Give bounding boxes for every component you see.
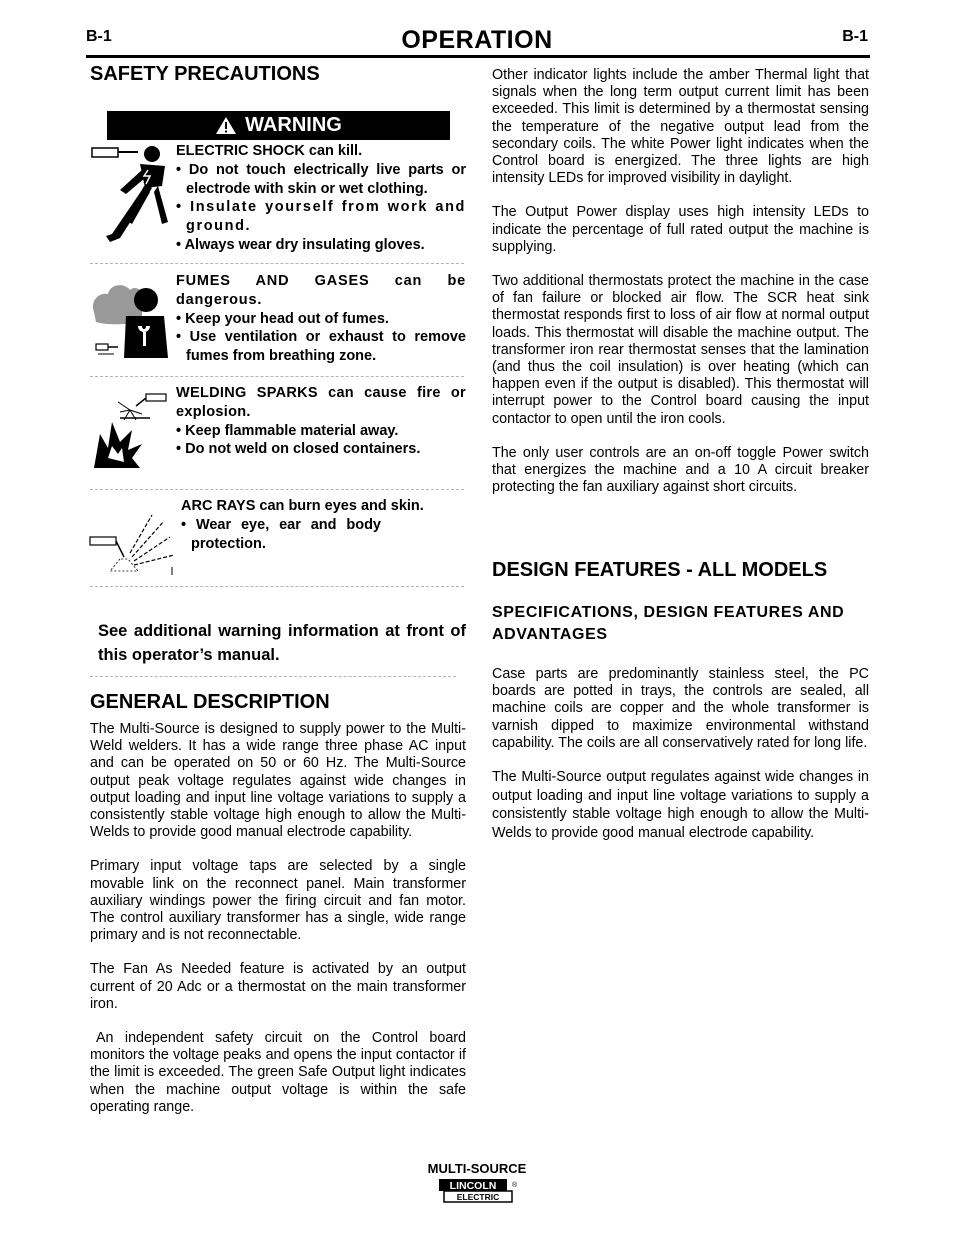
body-paragraph: Two additional thermostats protect the machine in the case of fan failure or blocked air flow. The SCR heat sink thermostat responds first to loss of air flow at normal output loads. This thermostat will disable the machine output. The transformer iron rear thermostat senses that the lamination (and thus the coil insulation) is over heating (which can happen even if the output is disabled). This thermostat will interrupt power to the Control board causing the input contactor to open until the iron cools. bbox=[492, 273, 869, 427]
hazard-heading: FUMES AND GASES can be dangerous. bbox=[176, 273, 466, 308]
general-description-section bbox=[90, 690, 466, 1116]
divider bbox=[90, 676, 456, 677]
body-paragraph: An independent safety circuit on the Control board monitors the voltage peaks and opens the input contactor if the limit is exceeded. The green Safe Output light indicates when the machine output voltage is within the safe operating range. bbox=[90, 1030, 466, 1115]
page-footer bbox=[0, 1161, 954, 1209]
hazard-bullet: • Keep your head out of fumes. bbox=[176, 310, 389, 327]
body-paragraph: The Output Power display uses high intensity LEDs to indicate the percentage of full rated output the machine is supplying. bbox=[492, 204, 869, 255]
warning-banner bbox=[107, 111, 450, 140]
divider bbox=[90, 586, 464, 587]
right-column bbox=[492, 67, 869, 496]
general-description-heading: GENERAL DESCRIPTION bbox=[90, 691, 330, 713]
hazard-bullet: • Do not touch electrically live parts or electrode with skin or wet clothing. bbox=[176, 161, 466, 197]
body-paragraph: Case parts are predominantly stainless steel, the PC boards are potted in trays, the controls are sealed, all machine coils are copper and the whole transformer is varnish dipped to maximize environmental withstand capability. The coils are all conservatively rated for long life. bbox=[492, 666, 869, 751]
hazard-heading: ARC RAYS can burn eyes and skin. bbox=[181, 498, 424, 514]
arc-rays-icon bbox=[90, 497, 176, 577]
warning-triangle-icon bbox=[215, 116, 237, 135]
registered-mark: ® bbox=[512, 1182, 518, 1189]
body-paragraph: The Multi-Source output regulates against wide changes in output loading and input line voltage variations to supply a consistently stable voltage high enough to allow the Multi-Welds to provide good manual electrode capability. bbox=[492, 769, 869, 841]
model-name: MULTI-SOURCE bbox=[427, 1161, 527, 1176]
body-paragraph: The only user controls are an on-off toggle Power switch that energizes the machine and a 10 A circuit breaker protecting the fan auxiliary against short circuits. bbox=[492, 444, 869, 496]
body-paragraph: The Multi-Source is designed to supply power to the Multi-Weld welders. It has a wide range three phase AC input and can be operated on 50 or 60 Hz. The Multi-Source output peak voltage regulates against wide changes in output loading and input line voltage variations to supply a consistently stable voltage high enough to allow the Multi-Welds to provide good manual electrode capability. bbox=[90, 721, 466, 841]
hazard-heading: WELDING SPARKS can cause fire or explosion. bbox=[176, 385, 466, 420]
divider bbox=[90, 376, 464, 377]
specifications-subheading: SPECIFICATIONS, DESIGN FEATURES AND ADVANTAGES bbox=[492, 604, 845, 643]
divider bbox=[90, 263, 464, 264]
page-title: OPERATION bbox=[401, 26, 553, 54]
lincoln-electric-logo bbox=[438, 1178, 516, 1204]
logo-bottom-text: ELECTRIC bbox=[456, 1192, 500, 1202]
design-features-heading: DESIGN FEATURES - ALL MODELS bbox=[492, 559, 828, 581]
header-rule bbox=[86, 55, 870, 58]
section-code-right: B-1 bbox=[842, 28, 868, 45]
hazard-bullet: • Wear eye, ear and body protection. bbox=[181, 516, 381, 552]
body-paragraph: Other indicator lights include the amber Thermal light that signals when the long term output current limit has been exceeded. This limit is determined by a thermostat sensing the temperature of the negative output lead from the secondary coils. The white Power light indicates when the Control board is energized. The three lights are high intensity LEDs for improved visibility in daylight. bbox=[492, 67, 869, 187]
warning-label: WARNING bbox=[245, 114, 342, 136]
additional-warning-note: See additional warning information at front of this operator’s manual. bbox=[98, 622, 466, 664]
hazard-bullet: • Use ventilation or exhaust to remove fumes from breathing zone. bbox=[176, 329, 466, 365]
hazard-bullet: • Always wear dry insulating gloves. bbox=[176, 236, 425, 253]
hazard-bullet: • Insulate yourself from work and ground. bbox=[176, 199, 466, 235]
electric-shock-icon bbox=[90, 142, 170, 247]
hazard-fumes bbox=[90, 272, 466, 372]
hazard-sparks bbox=[90, 384, 466, 484]
body-paragraph: Primary input voltage taps are selected by a single movable link on the reconnect panel. Main transformer auxiliary windings power the firing circuit and fan motor. The control auxiliary transformer has a single, wide range primary and is not reconnectable. bbox=[90, 858, 466, 944]
welding-sparks-icon bbox=[90, 384, 174, 474]
hazard-electric-shock bbox=[90, 142, 466, 257]
safety-heading: SAFETY PRECAUTIONS bbox=[90, 63, 320, 85]
hazard-bullet: • Keep flammable material away. bbox=[176, 422, 399, 439]
logo-top-text: LINCOLN bbox=[449, 1180, 497, 1192]
hazard-heading: ELECTRIC SHOCK can kill. bbox=[176, 143, 363, 159]
hazard-arc-rays bbox=[90, 497, 466, 582]
section-code-left: B-1 bbox=[86, 28, 112, 45]
fumes-gases-icon bbox=[90, 272, 170, 362]
design-features-section bbox=[492, 558, 869, 842]
body-paragraph: The Fan As Needed feature is activated by an output current of 20 Adc or a thermostat on the main transformer iron. bbox=[90, 961, 466, 1012]
hazard-bullet: • Do not weld on closed containers. bbox=[176, 441, 421, 458]
divider bbox=[90, 489, 464, 490]
